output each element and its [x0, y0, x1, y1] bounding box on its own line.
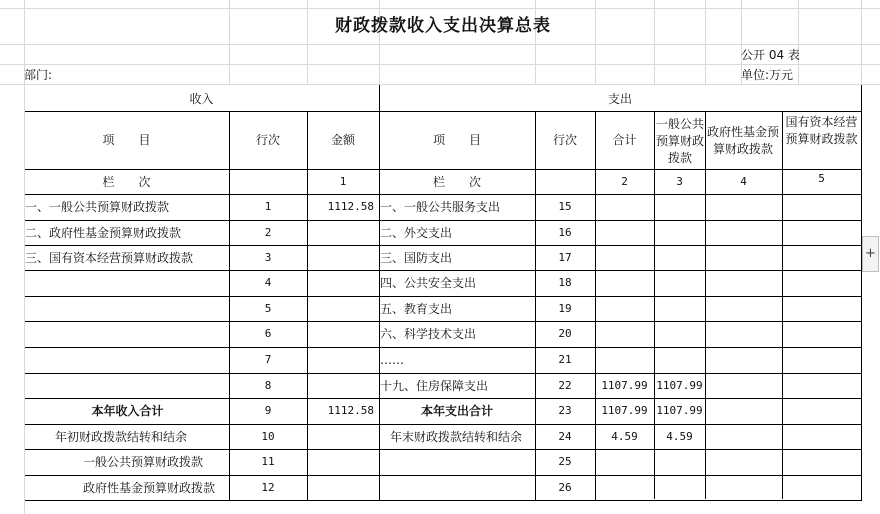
income-line-no: 4	[264, 276, 272, 289]
expense-line-no: 17	[558, 251, 572, 264]
gridline	[595, 0, 596, 84]
income-item: 年初财政拨款结转和结余	[55, 430, 188, 444]
income-amount: 1112.58	[327, 200, 374, 213]
expense-general-budget: 1107.99	[656, 379, 703, 392]
expense-general-budget: 4.59	[666, 430, 693, 443]
table-border	[24, 373, 861, 374]
total-header: 合计	[612, 133, 637, 147]
expense-item: 五、教育支出	[380, 302, 453, 316]
expense-line-no: 25	[558, 455, 572, 468]
gridline	[0, 44, 880, 45]
expense-item: ……	[380, 353, 404, 367]
department-label: 部门:	[24, 68, 53, 82]
gridline	[798, 0, 799, 84]
income-line-no: 7	[264, 353, 272, 366]
income-item: 一、一般公共预算财政拨款	[25, 200, 170, 214]
gov-fund-header: 政府性基金预算财政拨款	[706, 125, 779, 156]
column-number-3: 3	[676, 175, 683, 188]
expense-line-no: 19	[558, 302, 572, 315]
expense-line-no: 24	[558, 430, 572, 443]
column-number-4: 4	[740, 175, 747, 188]
income-column-label: 栏 次	[102, 175, 151, 189]
general-budget-header: 一般公共预算财政拨款	[656, 117, 705, 165]
expense-item: 年末财政拨款结转和结余	[390, 430, 523, 444]
expense-column-label: 栏 次	[432, 175, 481, 189]
table-border	[861, 84, 862, 500]
income-item: 政府性基金预算财政拨款	[83, 481, 216, 495]
table-border	[24, 500, 862, 501]
table-border	[24, 347, 861, 348]
income-line-no: 12	[261, 481, 275, 494]
expense-item: 一、一般公共服务支出	[380, 200, 501, 214]
gridline	[0, 64, 880, 65]
income-line-no: 6	[264, 327, 272, 340]
expense-line-no: 23	[558, 404, 572, 417]
expense-line-no: 15	[558, 200, 572, 213]
table-border	[24, 398, 861, 399]
gridline	[861, 0, 862, 84]
income-item: 二、政府性基金预算财政拨款	[25, 226, 182, 240]
unit-label: 单位:万元	[741, 68, 794, 82]
expense-item: 六、科学技术支出	[380, 327, 477, 341]
gridline	[535, 0, 536, 84]
income-line-no: 3	[264, 251, 272, 264]
table-border	[24, 321, 861, 322]
expense-line-no: 20	[558, 327, 572, 340]
table-border	[24, 475, 861, 476]
income-line-no-header: 行次	[255, 133, 280, 147]
table-border	[24, 424, 861, 425]
gridline	[0, 8, 880, 9]
table-border	[24, 296, 861, 297]
expense-item: 二、外交支出	[380, 226, 453, 240]
expense-line-no: 18	[558, 276, 572, 289]
expense-total: 4.59	[611, 430, 638, 443]
income-line-no: 5	[264, 302, 272, 315]
income-item: 一般公共预算财政拨款	[83, 455, 204, 469]
table-border	[24, 449, 861, 450]
expense-header: 支出	[607, 92, 632, 106]
income-line-no: 11	[261, 455, 275, 468]
expense-total: 1107.99	[601, 379, 648, 392]
gridline	[307, 0, 308, 84]
income-header: 收入	[189, 92, 214, 106]
form-code: 公开 04 表	[741, 48, 800, 62]
gridline	[379, 0, 380, 84]
gridline	[229, 0, 230, 84]
expense-line-no: 16	[558, 226, 572, 239]
table-border	[24, 194, 861, 195]
income-line-no: 2	[264, 226, 272, 239]
gridline	[0, 84, 880, 85]
table-border	[24, 270, 861, 271]
income-line-no: 10	[261, 430, 275, 443]
report-title: 财政拨款收入支出决算总表	[335, 16, 551, 36]
table-border	[24, 220, 861, 221]
expense-general-budget: 1107.99	[656, 404, 703, 417]
expense-item: 四、公共安全支出	[380, 276, 477, 290]
expense-item: 本年支出合计	[420, 404, 493, 418]
gridline	[705, 0, 706, 84]
expense-item-header: 项 目	[432, 133, 481, 147]
income-item: 三、国有资本经营预算财政拨款	[25, 251, 194, 265]
expense-line-no-header: 行次	[552, 133, 577, 147]
column-number-5: 5	[818, 172, 825, 185]
expense-item: 三、国防支出	[380, 251, 453, 265]
table-border	[24, 245, 861, 246]
gridline	[654, 0, 655, 84]
table-border	[24, 169, 861, 170]
income-item: 本年收入合计	[91, 404, 164, 418]
income-line-no: 1	[264, 200, 272, 213]
income-item-header: 项 目	[102, 133, 151, 147]
income-line-no: 8	[264, 379, 272, 392]
column-number-2: 2	[621, 175, 628, 188]
column-number-1: 1	[339, 175, 347, 188]
income-line-no: 9	[264, 404, 272, 417]
expense-item: 十九、住房保障支出	[380, 379, 489, 393]
expense-total: 1107.99	[601, 404, 648, 417]
income-amount: 1112.58	[327, 404, 374, 417]
expense-line-no: 26	[558, 481, 572, 494]
income-amount-header: 金额	[330, 133, 355, 147]
state-capital-header: 国有资本经营预算财政拨款	[785, 115, 858, 146]
expense-line-no: 22	[558, 379, 572, 392]
expand-button[interactable]: +	[862, 236, 879, 272]
expense-line-no: 21	[558, 353, 572, 366]
table-border	[24, 111, 861, 112]
